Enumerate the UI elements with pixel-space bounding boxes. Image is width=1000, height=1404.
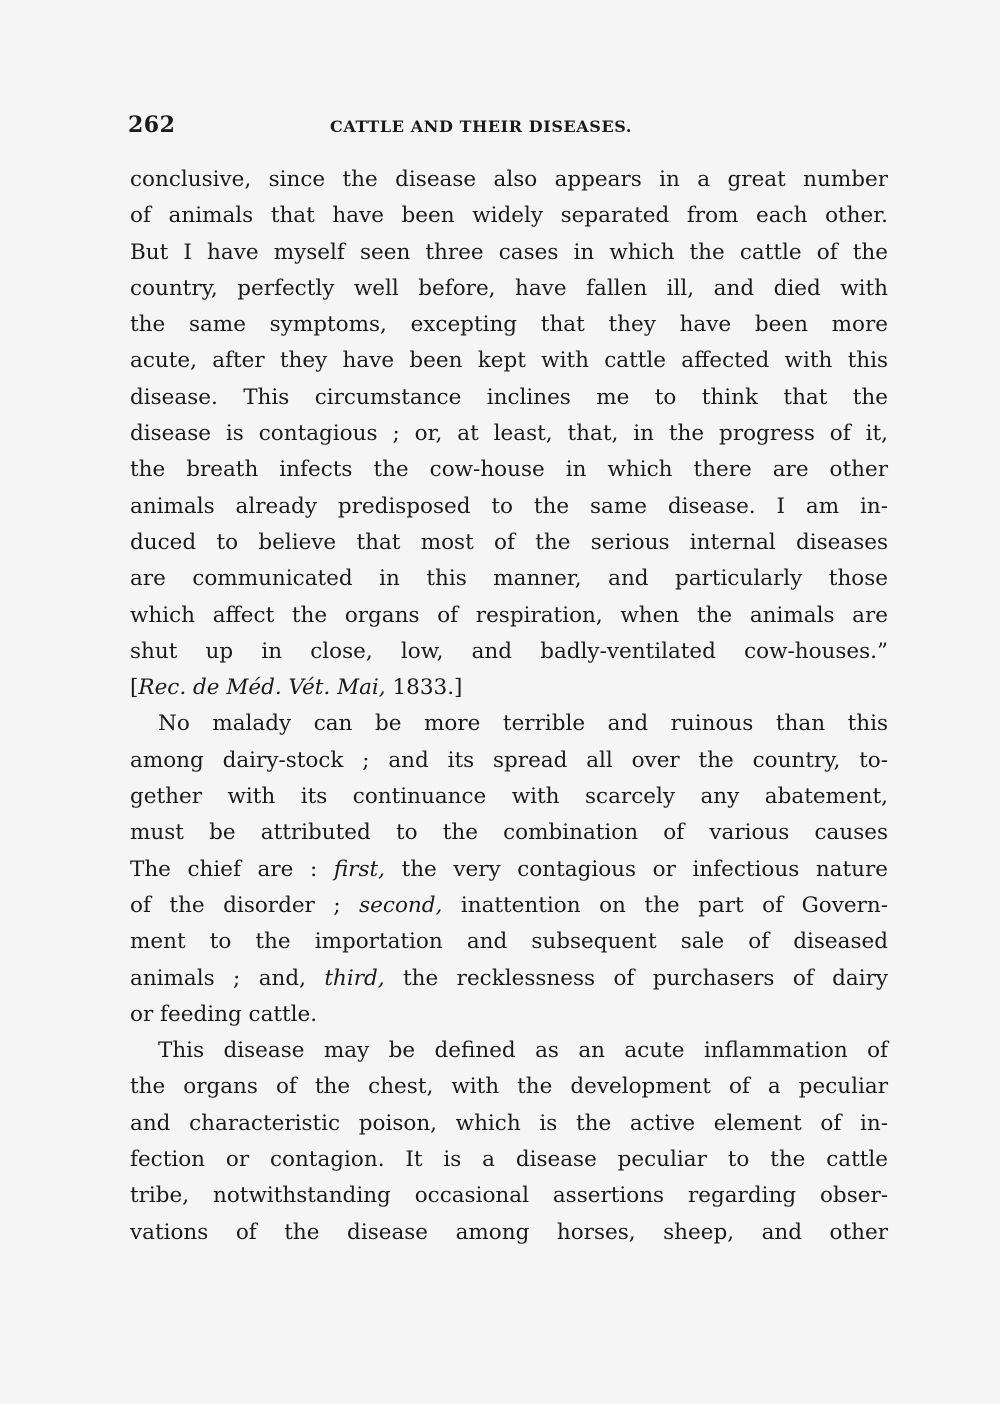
book-page	[130, 112, 890, 1251]
text-span: of the disorder ;	[130, 892, 360, 918]
text-span: animals ; and,	[130, 965, 325, 991]
text-line: No malady can be more terrible and ruinous than this	[158, 711, 888, 737]
running-title: CATTLE AND THEIR DISEASES.	[330, 117, 633, 136]
text-span: inattention on the part of Govern-	[442, 892, 888, 918]
text-line	[130, 888, 888, 924]
italic-first: first,	[333, 856, 385, 882]
text-line: But I have myself seen three cases in which the cattle of the	[130, 239, 888, 265]
text-line: must be attributed to the combination of various causes	[130, 820, 888, 846]
text-line: gether with its continuance with scarcely any abatement,	[130, 784, 888, 810]
text-span: the recklessness of purchasers of dairy	[384, 965, 889, 991]
citation-source: Rec. de Méd. Vét. Mai,	[138, 675, 386, 701]
text-line: of animals that have been widely separated from each other.	[130, 203, 888, 229]
body-text	[130, 162, 890, 1251]
running-head	[130, 112, 890, 144]
text-span: The chief are :	[130, 856, 334, 882]
text-line: fection or contagion. It is a disease peculiar to the cattle	[130, 1147, 888, 1173]
text-line: conclusive, since the disease also appears in a great number	[130, 167, 888, 192]
text-line: are communicated in this manner, and particularly those	[130, 566, 888, 592]
citation-open-bracket: [	[130, 675, 139, 701]
italic-third: third,	[324, 965, 385, 991]
citation-year: 1833.	[385, 675, 455, 701]
italic-second: second,	[359, 892, 443, 918]
page-number: 262	[128, 112, 176, 138]
text-line: country, perfectly well before, have fallen ill, and died with	[130, 275, 888, 301]
text-line: the organs of the chest, with the development of a peculiar	[130, 1074, 888, 1100]
text-line: This disease may be defined as an acute inflammation of	[158, 1038, 888, 1064]
text-line: among dairy-stock ; and its spread all over the country, to-	[130, 747, 888, 773]
text-span: the very contagious or infectious nature	[384, 856, 888, 882]
text-line: vations of the disease among horses, sheep, and other	[130, 1219, 888, 1245]
citation	[130, 670, 888, 706]
text-line: disease is contagious ; or, at least, that, in the progress of it,	[130, 421, 888, 447]
paragraph-malady	[130, 706, 890, 1033]
text-line: ment to the importation and subsequent sale of diseased	[130, 929, 888, 955]
text-line: animals already predisposed to the same disease. I am in-	[130, 493, 888, 519]
paragraph-definition	[130, 1033, 890, 1251]
text-line	[130, 852, 888, 888]
text-line: and characteristic poison, which is the active element of in-	[130, 1110, 888, 1136]
text-line: the breath infects the cow-house in which there are other	[130, 457, 888, 483]
text-line: duced to believe that most of the serious internal diseases	[130, 529, 888, 555]
text-line: shut up in close, low, and badly-ventilated cow-houses.”	[130, 638, 888, 664]
paragraph-quote-continuation	[130, 162, 890, 706]
text-line: or feeding cattle.	[130, 1001, 318, 1027]
text-line: tribe, notwithstanding occasional assertions regarding obser-	[130, 1183, 888, 1209]
text-line: acute, after they have been kept with cattle affected with this	[130, 348, 888, 374]
citation-close-bracket: ]	[454, 675, 463, 701]
text-line: disease. This circumstance inclines me to think that the	[130, 384, 888, 410]
text-line: the same symptoms, excepting that they have been more	[130, 312, 888, 338]
text-line	[130, 961, 888, 997]
text-line: which affect the organs of respiration, when the animals are	[130, 602, 888, 628]
